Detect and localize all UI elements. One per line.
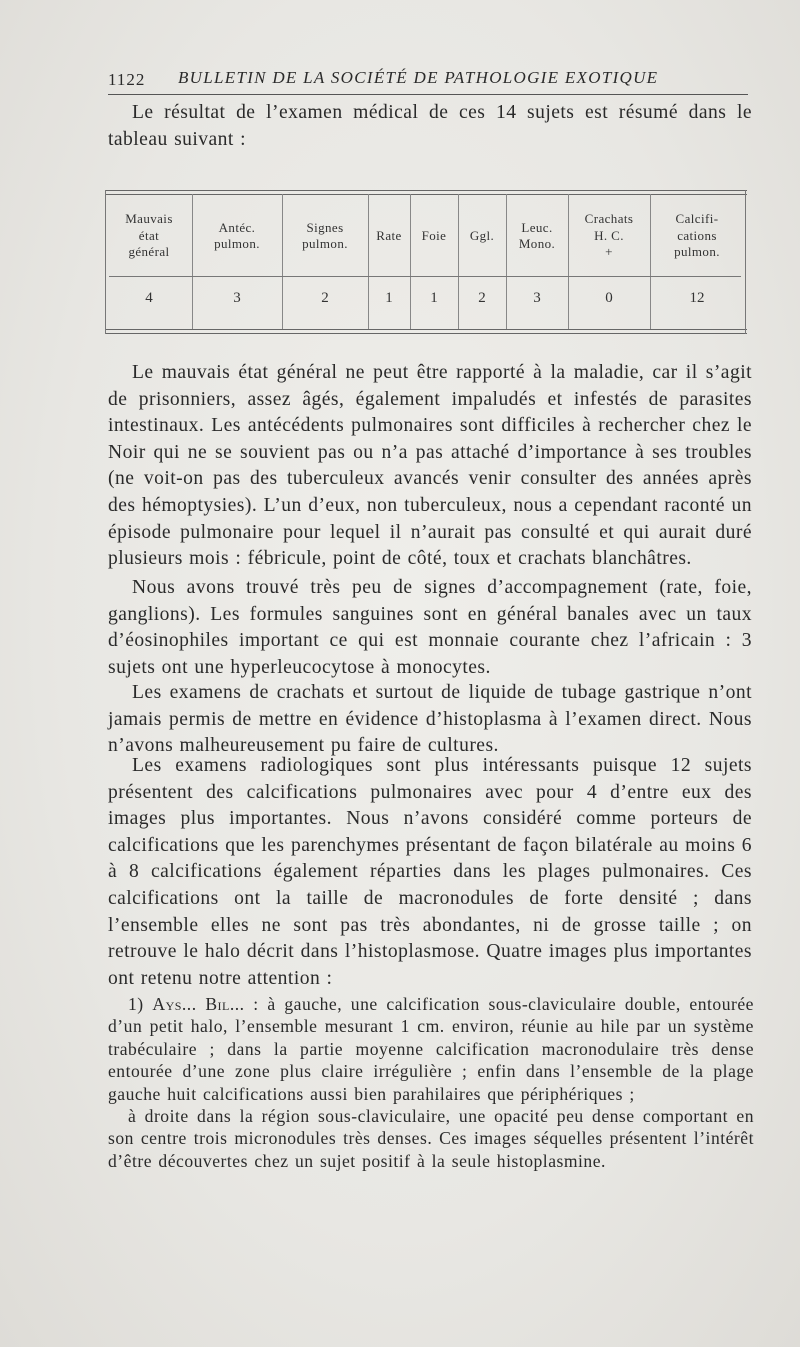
case-text: : à gauche, une calcification sous-claviculaire double, entourée d’un petit halo, l’ensemble mesurant 1 cm. environ, réunie au hile par un système trabéculaire ; dans la partie moyenne calcification macronodulaire très dense entourée d’une zone plus claire irrégulière ; enfin dans l’ensemble de la plage gauche huit calcifications aussi bien parahilaires que périphériques ; [108,994,754,1104]
body-paragraph: Nous avons trouvé très peu de signes d’accompagnement (rate, foie, ganglions). Les formules sanguines sont en général banales avec un taux d’éosinophiles important ce qui est monnaie courante chez l’africain : 3 sujets ont une hyperleucocytose à monocytes. [108,577,752,678]
case-number: 1) [128,994,144,1014]
th-calcifications: Calcifi- cations pulmon. [674,211,720,260]
journal-title: BULLETIN DE LA SOCIÉTÉ DE PATHOLOGIE EXOTIQUE [178,68,659,87]
th-crachats: Crachats H. C. + [584,211,634,260]
patient-name: Ays... [152,994,197,1014]
table-right-border [745,190,746,334]
results-table [105,190,747,340]
running-header [108,66,748,92]
table-cell: 1 [385,290,393,306]
table-cell: 3 [233,290,241,306]
table-cell: 12 [689,290,705,306]
table-cell: 0 [605,290,613,306]
case-paragraph: à droite dans la région sous-claviculaire, une opacité peu dense comportant en son centre trois micronodules très denses. Ces images séquelles présentent l’intérêt d’être découvertes chez un sujet positif à la seule histoplasmine. [108,1106,754,1171]
table-left-border [105,190,106,334]
th-foie: Foie [421,227,447,243]
patient-name: Bil... [205,994,245,1014]
th-rate: Rate [376,227,402,243]
table-cell: 1 [430,290,438,306]
case-description [108,993,754,1172]
th-ggl: Ggl. [469,227,495,243]
body-paragraph: Les examens de crachats et surtout de liquide de tubage gastrique n’ont jamais permis de mettre en évidence d’histoplasma à l’examen direct. Nous n’avons malheureusement pu faire de cultures. [108,682,752,757]
intro-paragraph: Le résultat de l’examen médical de ces 14 sujets est résumé dans le tableau suivant : [108,102,752,150]
th-antec-pulmon: Antéc. pulmon. [214,219,260,251]
table-bottom-border [105,329,747,334]
page-number: 1122 [108,70,146,89]
body-paragraph: Le mauvais état général ne peut être rapporté à la maladie, car il s’agit de prisonniers, assez âgés, également impaludés et infestés de parasites intestinaux. Les antécédents pulmonaires sont difficiles à rechercher chez le Noir qui ne se souvient pas ou n’a pas attaché d’importance à ses troubles (ne voit-on pas des tuberculeux avancés venir consulter des années après des hémoptysies). L’un d’eux, non tuberculeux, nous a cependant raconté un épisode pulmonaire pour lequel il n’aurait pas consulté et qui aurait duré plusieurs mois : fébricule, point de côté, toux et crachats blanchâtres. [108,362,752,570]
table-cell: 3 [533,290,541,306]
case-paragraph [108,993,754,1105]
table-cell: 2 [321,290,329,306]
table-cell: 4 [145,290,153,306]
table-cell: 2 [478,290,486,306]
header-separator [109,276,741,277]
header-rule [108,94,748,95]
body-paragraph: Les examens radiologiques sont plus intéressants puisque 12 sujets présentent des calcifications pulmonaires avec pour 4 d’entre eux des images plus importantes. Nous n’avons considéré comme porteurs de calcifications que les parenchymes présentant de façon bilatérale au moins 6 à 8 calcifications également réparties dans les plages pulmonaires. Ces calcifications ont la taille de macronodules de forte densité ; dans l’ensemble elles ne sont pas très abondantes, ni de grosse taille ; on retrouve le halo décrit dans l’histoplasmose. Quatre images plus importantes ont retenu notre attention : [108,755,752,989]
th-mauvais-etat: Mauvais état général [125,211,173,260]
th-leuc-mono: Leuc. Mono. [518,219,556,251]
th-signes-pulmon: Signes pulmon. [302,219,348,251]
